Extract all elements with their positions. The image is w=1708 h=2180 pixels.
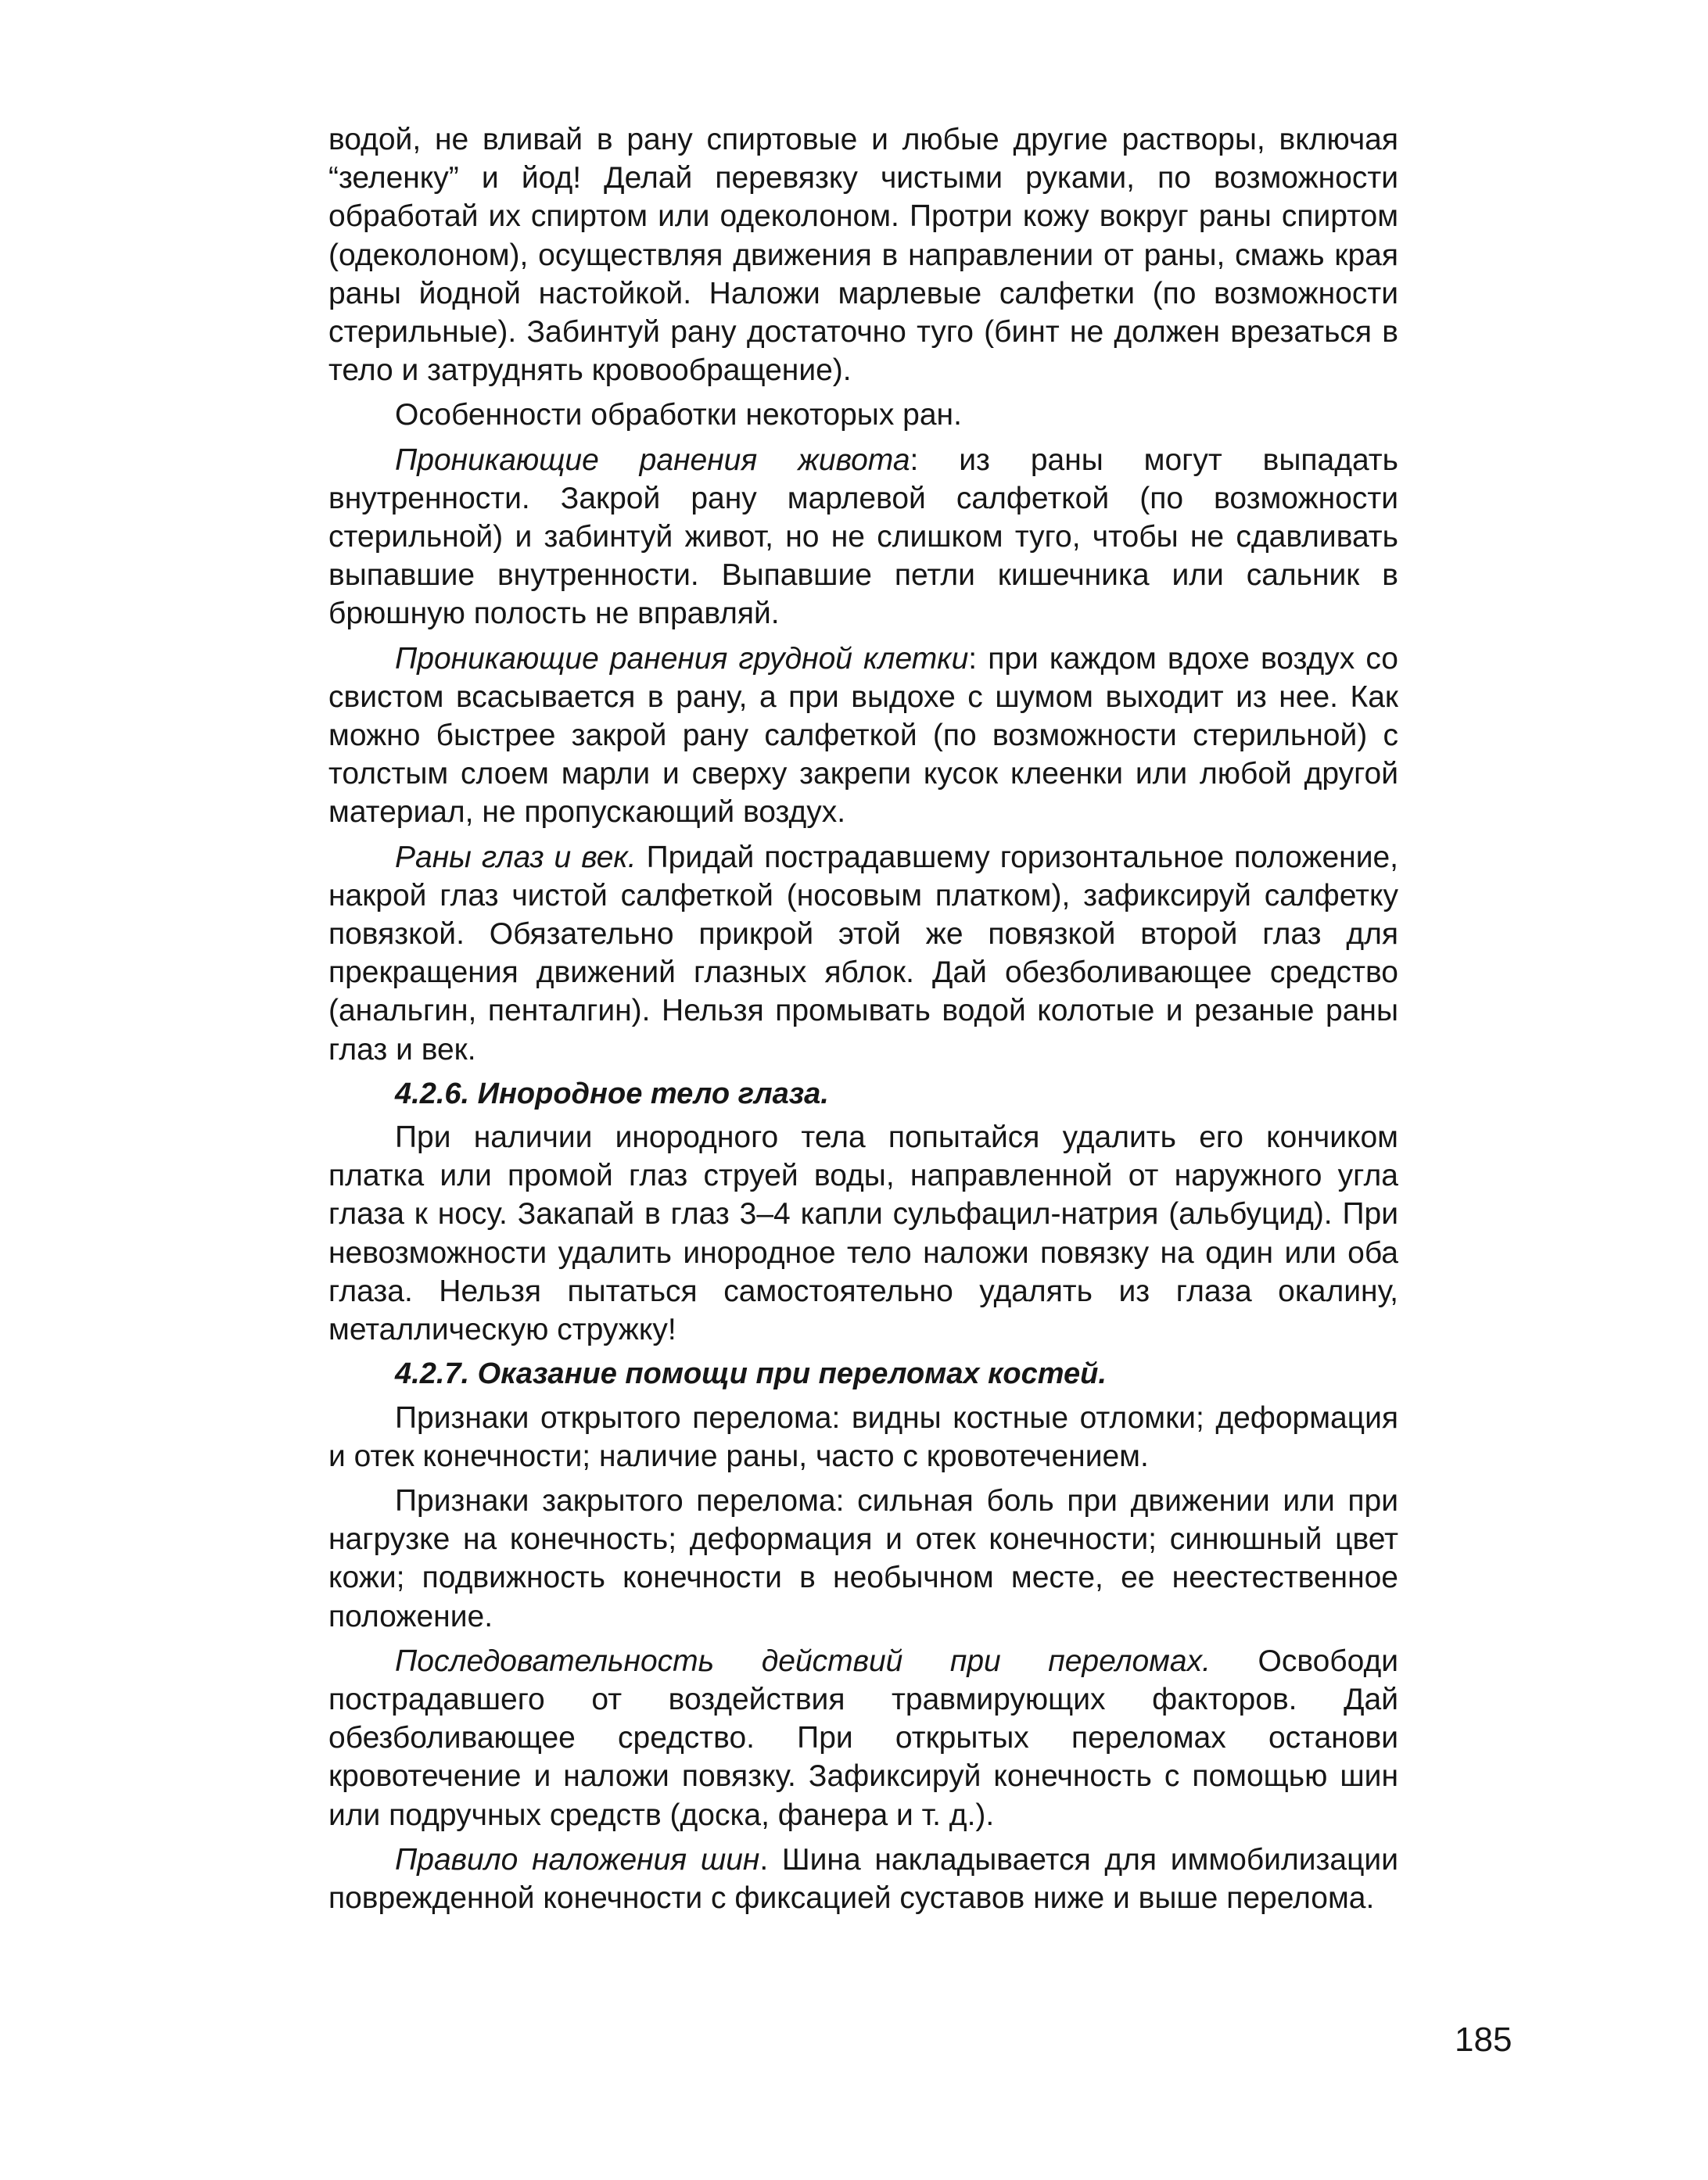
text-column (328, 120, 1398, 1924)
text-chest-wounds: : при каждом вдохе воздух со свистом всасывается в рану, а при выдохе с шумом выходит из нее. Как можно быстрее закрой рану салфеткой (по возможности стерильной) с толстым слоем марли и сверху закрепи кусок клеенки или любой другой материал, не пропускающий воздух. (328, 641, 1398, 830)
term-abdominal-wounds: Проникающие ранения живота (395, 443, 910, 477)
text-abdominal-wounds: : из раны могут выпадать внутренности. Закрой рану марлевой салфеткой (по возможности стерильной) и забинтуй живот, но не слишком туго, чтобы не сдавливать выпавшие внутренности. Выпавшие петли кишечника или сальник в брюшную полость не вправляй. (328, 443, 1398, 631)
paragraph-wounds-intro: Особенности обработки некоторых ран. (395, 398, 962, 432)
paragraph-fracture-sequence (328, 1642, 1398, 1834)
heading-section-4-2-6: 4.2.6. Инородное тело глаза. (395, 1077, 829, 1110)
text-eye-wounds: Придай пострадавшему горизонтальное положение, накрой глаз чистой салфеткой (носовым платком), зафиксируй салфетку повязкой. Обязательно прикрой этой же повязкой второй глаз для прекращения движений глазных яблок. Дай обезболивающее средство (анальгин, пенталгин). Нельзя промывать водой колотые и резаные раны глаз и век. (328, 840, 1399, 1067)
term-chest-wounds: Проникающие ранения грудной клетки (395, 641, 969, 676)
paragraph-closed-fracture: Признаки закрытого перелома: сильная боль при движении или при нагрузке на конечность; деформация и отек конечности; синюшный цвет кожи; подвижность конечности в необычном месте, ее неестественное положение. (328, 1483, 1398, 1633)
paragraph-chest-wounds (328, 640, 1398, 832)
term-fracture-sequence: Последовательность действий при переломах. (395, 1644, 1211, 1678)
paragraph-abdominal-wounds (328, 441, 1398, 633)
heading-section-4-2-7: 4.2.7. Оказание помощи при переломах костей. (395, 1357, 1107, 1391)
paragraph-eye-wounds (328, 838, 1398, 1069)
text-fracture-sequence: Освободи пострадавшего от воздействия травмирующих факторов. Дай обезболивающее средство. При открытых переломах останови кровотечение и наложи повязку. Зафиксируй конечность с помощью шин или подручных средств (доска, фанера и т. д.). (328, 1644, 1399, 1832)
text-splints: . Шина накладывается для иммобилизации поврежденной конечности с фиксацией суставов ниже и выше перелома. (328, 1842, 1398, 1915)
paragraph-splints (328, 1841, 1398, 1917)
page-number: 185 (1455, 2020, 1512, 2059)
paragraph-continuation: водой, не вливай в рану спиртовые и любые другие растворы, включая “зеленку” и йод! Делай перевязку чистыми руками, по возможности обработай их спиртом или одеколоном. Протри кожу вокруг раны спиртом (одеколоном), осуществляя движения в направлении от раны, смажь края раны йодной настойкой. Наложи марлевые салфетки (по возможности стерильные). Забинтуй рану достаточно туго (бинт не должен врезаться в тело и затруднять кровообращение). (328, 123, 1398, 388)
term-eye-wounds: Раны глаз и век. (395, 840, 637, 874)
paragraph-foreign-body: При наличии инородного тела попытайся удалить его кончиком платка или промой глаз струей воды, направленной от наружного угла глаза к носу. Закапай в глаз 3–4 капли сульфацил-натрия (альбуцид). При невозможности удалить инородное тело наложи повязку на один или оба глаза. Нельзя пытаться самостоятельно удалять из глаза окалину, металлическую стружку! (328, 1120, 1398, 1347)
paragraph-open-fracture: Признаки открытого перелома: видны костные отломки; деформация и отек конечности; наличие раны, часто с кровотечением. (328, 1400, 1398, 1473)
term-splints: Правило наложения шин (395, 1842, 760, 1877)
